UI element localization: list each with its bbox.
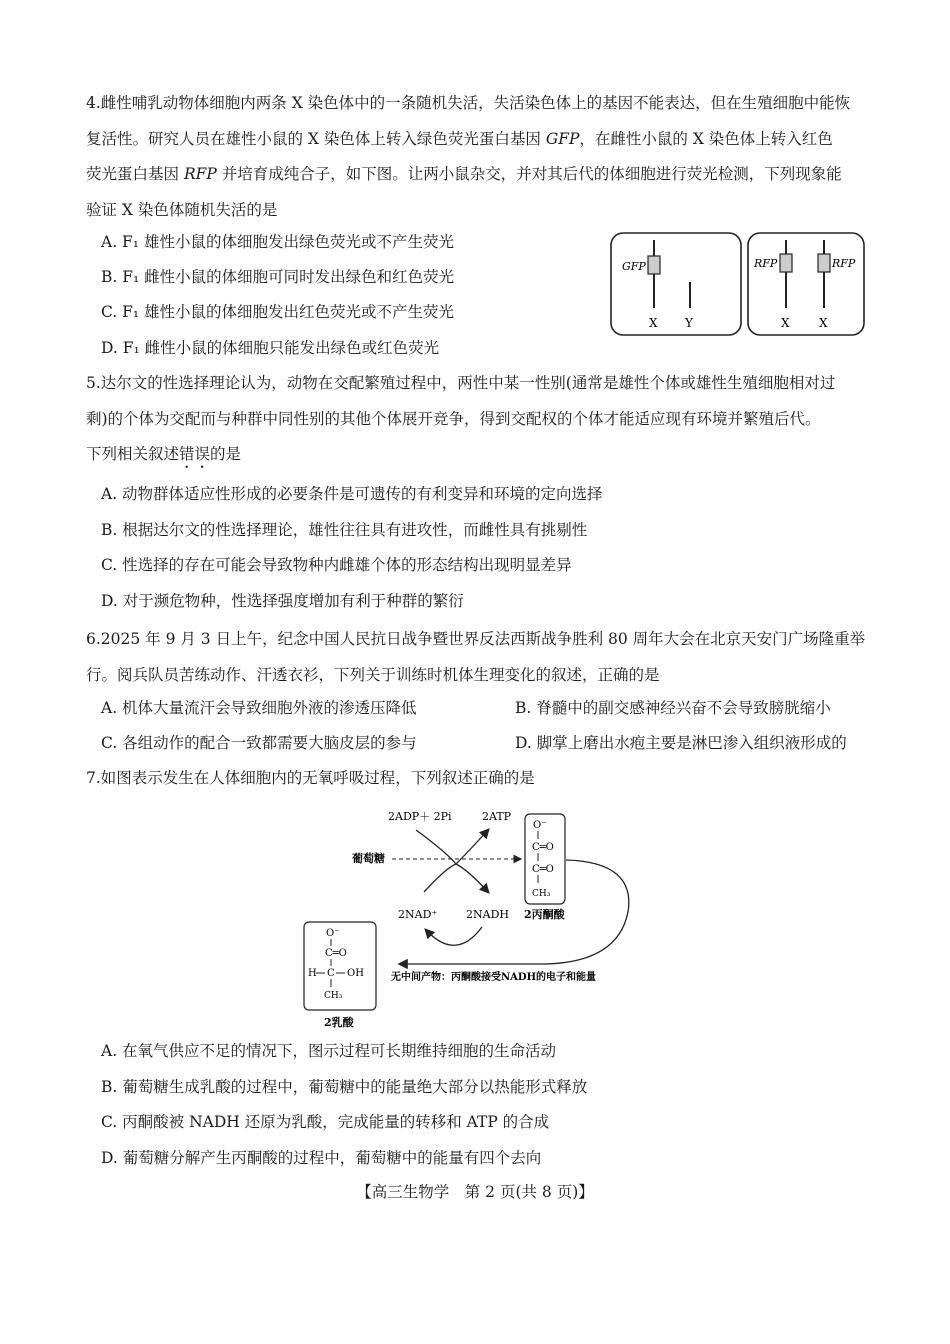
male-x-label: X — [649, 316, 658, 330]
q7-option-d: D. 葡萄糖分解产生丙酮酸的过程中，葡萄糖中的能量有四个去向 — [101, 1149, 542, 1167]
q4-line-3a: 荧光蛋白基因 — [86, 165, 184, 183]
q5-option-b: B. 根据达尔文的性选择理论，雄性往往具有进攻性，而雌性具有挑剔性 — [101, 521, 588, 539]
q5-line-2: 剩)的个体为交配而与种群中同性别的其他个体展开竞争，得到交配权的个体才能适应现有环境并繁殖后代。 — [86, 409, 821, 428]
q5-option-d: D. 对于濒危物种，性选择强度增加有利于种群的繁衍 — [101, 592, 464, 610]
q6-option-c: C. 各组动作的配合一致都需要大脑皮层的参与 — [101, 734, 417, 752]
lactate-o-minus: O⁻ — [326, 928, 340, 939]
q5-line-3 — [86, 437, 870, 473]
pyruvate-label: 2丙酮酸 — [524, 908, 565, 921]
lactate-h: H — [308, 968, 317, 979]
q5-line-3a: 下列相关叙述 — [86, 445, 180, 463]
lactate-label: 2乳酸 — [324, 1016, 354, 1029]
q6-line-1: 6.2025 年 9 月 3 日上午，纪念中国人民抗日战争暨世界反法西斯战争胜利 80 周年大会在北京天安门广场隆重举 — [86, 630, 866, 648]
female-chromosome-box — [748, 233, 864, 335]
pyruvate-c-o-2: C═O — [532, 864, 554, 875]
anaerobic-respiration-diagram — [296, 802, 646, 1030]
q7-line-1: 7.如图表示发生在人体细胞内的无氧呼吸过程，下列叙述正确的是 — [86, 769, 535, 787]
q5-option-a: A. 动物群体适应性形成的必要条件是可遗传的有利变异和环境的定向选择 — [101, 485, 603, 503]
pyruvate-o-minus: O⁻ — [533, 820, 547, 831]
pyruvate-structure — [525, 814, 565, 904]
pyruvate-c-o-1: C═O — [532, 842, 554, 853]
q4-line-2 — [86, 122, 870, 158]
question-6-stem — [86, 622, 870, 693]
q4-line-3b: 并培育成纯合子，如下图。让两小鼠杂交，并对其后代的体细胞进行荧光检测，下列现象能 — [216, 165, 842, 183]
q4-option-a: A. F₁ 雄性小鼠的体细胞发出绿色荧光或不产生荧光 — [101, 233, 454, 251]
glucose-label: 葡萄糖 — [352, 852, 385, 865]
q4-line-1: 4.雌性哺乳动物体细胞内两条 X 染色体中的一条随机失活，失活染色体上的基因不能表达，但在生殖细胞中能恢 — [86, 94, 851, 112]
q7-option-b: B. 葡萄糖生成乳酸的过程中，葡萄糖中的能量绝大部分以热能形式释放 — [101, 1078, 588, 1096]
q6-option-a: A. 机体大量流汗会导致细胞外液的渗透压降低 — [101, 699, 417, 717]
nad-label: 2NAD⁺ — [398, 908, 438, 921]
atp-label: 2ATP — [482, 810, 512, 823]
reaction-note: 无中间产物：丙酮酸接受NADH的电子和能量 — [391, 972, 597, 983]
nadh-label: 2NADH — [466, 908, 509, 921]
female-rfp-label-1: RFP — [754, 257, 778, 270]
q5-line-1: 5.达尔文的性选择理论认为，动物在交配繁殖过程中，两性中某一性别(通常是雄性个体或雄性生殖细胞相对过 — [86, 374, 836, 392]
nadh-arc-arrow — [424, 864, 488, 892]
chromosome-figure — [608, 230, 868, 338]
q7-option-c: C. 丙酮酸被 NADH 还原为乳酸，完成能量的转移和 ATP 的合成 — [101, 1113, 550, 1131]
question-7-stem — [86, 761, 870, 797]
question-5-stem — [86, 366, 870, 473]
male-gfp-label: GFP — [622, 260, 646, 273]
lactate-oh: OH — [347, 968, 364, 979]
q4-line-2b: ，在雌性小鼠的 X 染色体上转入红色 — [579, 129, 833, 148]
q4-option-d: D. F₁ 雌性小鼠的体细胞只能发出绿色或红色荧光 — [101, 339, 440, 357]
q4-option-b: B. F₁ 雌性小鼠的体细胞可同时发出绿色和红色荧光 — [101, 268, 455, 286]
q4-line-3 — [86, 157, 870, 193]
q6-option-b: B. 脊髓中的副交感神经兴奋不会导致膀胱缩小 — [515, 699, 831, 717]
page-footer: 【高三生物学 第 2 页(共 8 页)】 — [356, 1183, 594, 1201]
q5-line-3b: 的是 — [210, 445, 242, 463]
lactate-structure — [304, 922, 376, 1010]
q4-line-2a: 复活性。研究人员在雄性小鼠的 X 染色体上转入绿色荧光蛋白基因 — [86, 129, 546, 148]
q5-emphasis-word: 错误 — [179, 445, 211, 463]
lactate-c-o: C═O — [325, 948, 347, 959]
male-chromosome-box — [611, 233, 741, 335]
adp-pi-label: 2ADP＋ 2Pi — [388, 810, 452, 823]
q4-option-c: C. F₁ 雄性小鼠的体细胞发出红色荧光或不产生荧光 — [101, 303, 455, 321]
lactate-c: C — [327, 968, 335, 979]
q6-option-d: D. 脚掌上磨出水疱主要是淋巴渗入组织液形成的 — [515, 734, 847, 752]
question-4-stem — [86, 86, 870, 228]
pyruvate-ch3: CH₃ — [532, 889, 551, 899]
female-x-label-1: X — [781, 316, 790, 330]
female-rfp-label-2: RFP — [832, 257, 856, 270]
q4-gfp-term: GFP — [545, 129, 580, 148]
q6-line-2: 行。阅兵队员苦练动作、汗透衣衫，下列关于训练时机体生理变化的叙述，正确的是 — [86, 665, 660, 684]
q5-option-c: C. 性选择的存在可能会导致物种内雌雄个体的形态结构出现明显差异 — [101, 556, 572, 574]
q4-line-4: 验证 X 染色体随机失活的是 — [86, 200, 278, 219]
q7-option-a: A. 在氧气供应不足的情况下，图示过程可长期维持细胞的生命活动 — [101, 1042, 557, 1060]
q4-rfp-term: RFP — [183, 165, 217, 183]
nad-regeneration-arrow — [426, 927, 482, 945]
female-x-label-2: X — [819, 316, 828, 330]
lactate-ch3: CH₃ — [324, 991, 343, 1001]
male-y-label: Y — [685, 316, 693, 330]
